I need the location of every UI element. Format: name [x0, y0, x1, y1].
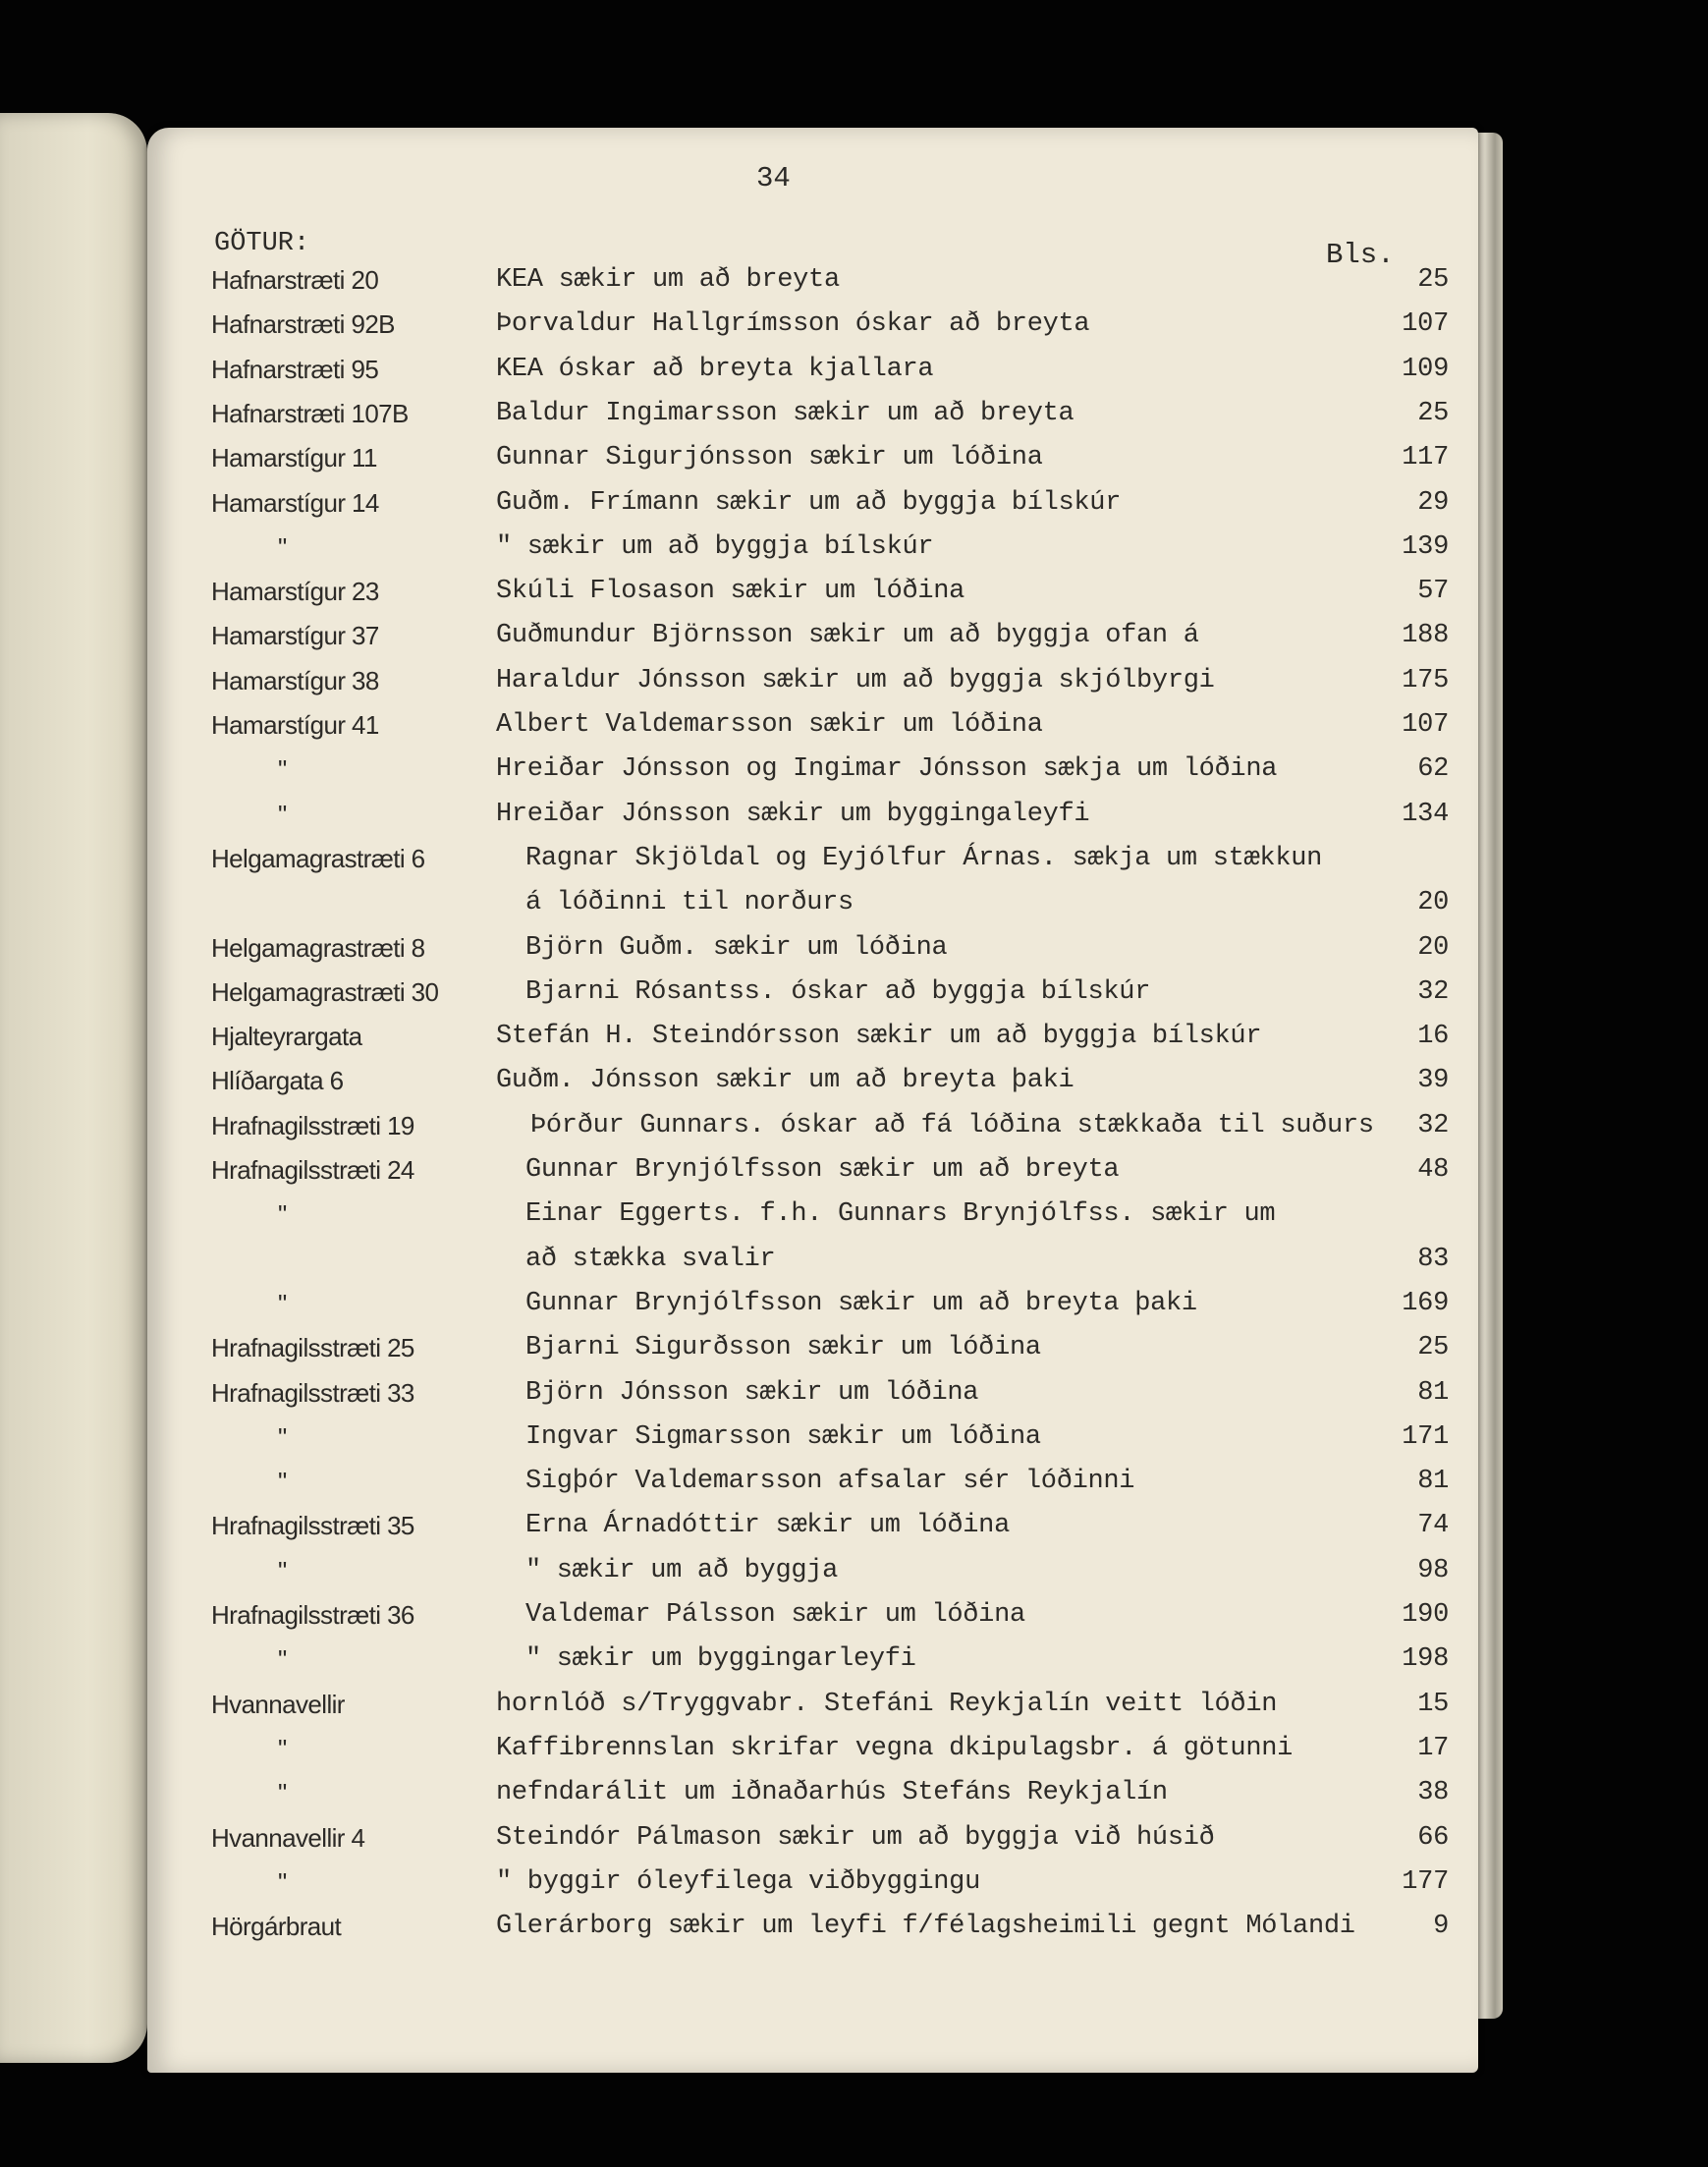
page-number: 34	[756, 162, 791, 194]
index-entry	[211, 488, 1449, 531]
street-name: Hamarstígur 11	[211, 443, 377, 473]
index-entry	[211, 754, 1449, 798]
street-name: Hrafnagilsstræti 25	[211, 1333, 414, 1363]
street-name: Hrafnagilsstræti 36	[211, 1600, 414, 1630]
street-name: Hvannavellir 4	[211, 1822, 365, 1853]
street-name: "	[278, 1421, 287, 1452]
page-reference: 171	[1402, 1421, 1449, 1452]
entry-description: Hreiðar Jónsson sækir um byggingaleyfi	[496, 799, 1090, 829]
index-entry	[211, 1289, 1449, 1332]
entry-description: " sækir um að byggja	[525, 1555, 839, 1585]
page-reference: 188	[1402, 621, 1449, 651]
page-reference: 15	[1417, 1689, 1449, 1719]
page-reference: 29	[1417, 487, 1449, 518]
index-entry	[211, 577, 1449, 620]
street-name: "	[278, 754, 287, 785]
street-name: "	[278, 1733, 287, 1763]
entry-description: Bjarni Rósantss. óskar að byggja bílskúr	[525, 976, 1151, 1007]
page-reference: 17	[1417, 1733, 1449, 1763]
page-reference: 32	[1417, 976, 1449, 1007]
street-name: Hafnarstræti 20	[211, 265, 379, 295]
street-name: Hafnarstræti 95	[211, 354, 379, 384]
entry-description: " sækir um byggingarleyfi	[525, 1644, 916, 1675]
index-entry	[211, 1690, 1449, 1733]
street-name: Hrafnagilsstræti 33	[211, 1377, 414, 1408]
index-entry	[211, 443, 1449, 486]
entry-description: Haraldur Jónsson sækir um að byggja skjólbyrgi	[496, 665, 1215, 695]
document-page	[147, 128, 1478, 2073]
entry-description: Guðm. Jónsson sækir um að breyta þaki	[496, 1066, 1074, 1096]
street-name: Hamarstígur 23	[211, 577, 379, 607]
street-name: "	[278, 1467, 287, 1497]
page-reference: 134	[1402, 799, 1449, 829]
index-entry	[211, 1245, 1449, 1288]
entry-description: nefndarálit um iðnaðarhús Stefáns Reykjalín	[496, 1778, 1168, 1808]
street-name: Helgamagrastræti 6	[211, 843, 425, 873]
entry-description: Gunnar Brynjólfsson sækir um að breyta	[525, 1155, 1120, 1185]
street-name: Hamarstígur 41	[211, 710, 379, 740]
entry-description: á lóðinni til norðurs	[525, 888, 854, 918]
street-name: "	[278, 1866, 287, 1897]
street-name: Hvannavellir	[211, 1689, 345, 1719]
index-entry	[211, 800, 1449, 843]
entry-description: Guðm. Frímann sækir um að byggja bílskúr	[496, 487, 1122, 518]
entry-description: Valdemar Pálsson sækir um lóðina	[525, 1600, 1025, 1630]
entry-description: Stefán H. Steindórsson sækir um að byggja bílskúr	[496, 1022, 1262, 1052]
street-name: "	[278, 799, 287, 829]
entry-description: að stækka svalir	[525, 1244, 776, 1274]
street-name: Hrafnagilsstræti 19	[211, 1110, 414, 1140]
entry-description: Björn Jónsson sækir um lóðina	[525, 1377, 979, 1408]
left-page-edge	[0, 113, 147, 2063]
page-reference: 107	[1402, 710, 1449, 740]
index-entry	[211, 1199, 1449, 1243]
page-reference: 190	[1402, 1600, 1449, 1630]
entry-description: " sækir um að byggja bílskúr	[496, 531, 934, 562]
index-entry	[211, 1867, 1449, 1911]
entry-description: Baldur Ingimarsson sækir um að breyta	[496, 398, 1074, 428]
index-entry	[211, 1823, 1449, 1866]
street-name: Hamarstígur 38	[211, 665, 379, 695]
entry-description: Ragnar Skjöldal og Eyjólfur Árnas. sækja um stækkun	[525, 843, 1323, 873]
index-entry	[211, 532, 1449, 576]
index-entry	[211, 1066, 1449, 1109]
street-name: Helgamagrastræti 30	[211, 976, 439, 1007]
index-entry	[211, 265, 1449, 308]
index-entry	[211, 888, 1449, 931]
entry-description: Kaffibrennslan skrifar vegna dkipulagsbr. á götunni	[496, 1733, 1294, 1763]
page-column-header: Bls.	[1326, 239, 1395, 271]
street-name: Hlíðargata 6	[211, 1066, 344, 1096]
street-name: Hjalteyrargata	[211, 1022, 362, 1052]
page-reference: 20	[1417, 888, 1449, 918]
page-reference: 16	[1417, 1022, 1449, 1052]
entry-description: Albert Valdemarsson sækir um lóðina	[496, 710, 1043, 740]
page-reference: 83	[1417, 1244, 1449, 1274]
entry-description: hornlóð s/Tryggvabr. Stefáni Reykjalín veitt lóðin	[496, 1689, 1278, 1719]
entry-description: KEA sækir um að breyta	[496, 265, 840, 295]
page-reference: 107	[1402, 309, 1449, 340]
index-entry	[211, 666, 1449, 709]
entry-description: Hreiðar Jónsson og Ingimar Jónsson sækja um lóðina	[496, 754, 1278, 785]
index-entry	[211, 399, 1449, 442]
street-name: Hafnarstræti 107B	[211, 398, 409, 428]
index-entry	[211, 1556, 1449, 1599]
entry-description: Ingvar Sigmarsson sækir um lóðina	[525, 1421, 1041, 1452]
entry-description: Sigþór Valdemarsson afsalar sér lóðinni	[525, 1467, 1135, 1497]
page-reference: 39	[1417, 1066, 1449, 1096]
page-reference: 62	[1417, 754, 1449, 785]
index-entry	[211, 1644, 1449, 1688]
street-name: Hafnarstræti 92B	[211, 309, 395, 340]
page-reference: 25	[1417, 1333, 1449, 1363]
page-reference: 9	[1433, 1912, 1449, 1942]
section-heading: GÖTUR:	[214, 229, 310, 258]
page-reference: 109	[1402, 354, 1449, 384]
page-reference: 25	[1417, 265, 1449, 295]
street-name: Helgamagrastræti 8	[211, 932, 425, 963]
street-name: Hrafnagilsstræti 24	[211, 1155, 414, 1185]
entry-description: Björn Guðm. sækir um lóðina	[525, 932, 948, 963]
page-reference: 81	[1417, 1467, 1449, 1497]
entry-description: Þórður Gunnars. óskar að fá lóðina stækkaða til suðurs	[530, 1110, 1374, 1140]
page-reference: 198	[1402, 1644, 1449, 1675]
page-reference: 57	[1417, 577, 1449, 607]
index-entry	[211, 1511, 1449, 1554]
index-entry	[211, 621, 1449, 664]
index-entry	[211, 1333, 1449, 1376]
street-name: Hrafnagilsstræti 35	[211, 1511, 414, 1541]
page-reference: 169	[1402, 1288, 1449, 1318]
page-reference: 32	[1417, 1110, 1449, 1140]
entry-description: Erna Árnadóttir sækir um lóðina	[525, 1511, 1010, 1541]
street-name: "	[278, 531, 287, 562]
page-reference: 20	[1417, 932, 1449, 963]
page-reference: 117	[1402, 443, 1449, 473]
index-entry	[211, 1734, 1449, 1777]
index-entry	[211, 1778, 1449, 1821]
page-reference: 177	[1402, 1866, 1449, 1897]
index-entry	[211, 1600, 1449, 1643]
street-name: Hörgárbraut	[211, 1912, 342, 1942]
page-reference: 48	[1417, 1155, 1449, 1185]
street-name: Hamarstígur 37	[211, 621, 379, 651]
index-entry	[211, 1155, 1449, 1198]
entry-description: Glerárborg sækir um leyfi f/félagsheimili gegnt Mólandi	[496, 1912, 1355, 1942]
entry-description: Skúli Flosason sækir um lóðina	[496, 577, 965, 607]
entry-description: " byggir óleyfilega viðbyggingu	[496, 1866, 980, 1897]
page-reference: 139	[1402, 531, 1449, 562]
index-entry	[211, 710, 1449, 753]
page-reference: 25	[1417, 398, 1449, 428]
street-name: "	[278, 1555, 287, 1585]
page-reference: 175	[1402, 665, 1449, 695]
page-reference: 74	[1417, 1511, 1449, 1541]
page-reference: 81	[1417, 1377, 1449, 1408]
entry-description: Einar Eggerts. f.h. Gunnars Brynjólfss. sækir um	[525, 1199, 1276, 1230]
entry-description: Bjarni Sigurðsson sækir um lóðina	[525, 1333, 1041, 1363]
index-entry	[211, 1467, 1449, 1510]
entry-description: Steindór Pálmason sækir um að byggja við húsið	[496, 1822, 1215, 1853]
index-entry	[211, 1378, 1449, 1421]
street-name: "	[278, 1288, 287, 1318]
entry-description: Gunnar Sigurjónsson sækir um lóðina	[496, 443, 1043, 473]
index-entry	[211, 1022, 1449, 1065]
street-name: Hamarstígur 14	[211, 487, 379, 518]
index-entry	[211, 1422, 1449, 1466]
entry-description: Gunnar Brynjólfsson sækir um að breyta þaki	[525, 1288, 1197, 1318]
street-name: "	[278, 1199, 287, 1230]
street-name: "	[278, 1644, 287, 1675]
street-name: "	[278, 1778, 287, 1808]
page-reference: 66	[1417, 1822, 1449, 1853]
entry-description: Þorvaldur Hallgrímsson óskar að breyta	[496, 309, 1090, 340]
index-entry	[211, 933, 1449, 976]
index-entry	[211, 355, 1449, 398]
entry-description: Guðmundur Björnsson sækir um að byggja ofan á	[496, 621, 1199, 651]
entry-description: KEA óskar að breyta kjallara	[496, 354, 934, 384]
index-entry	[211, 1111, 1449, 1154]
index-entry	[211, 977, 1449, 1021]
page-reference: 98	[1417, 1555, 1449, 1585]
index-entry	[211, 844, 1449, 887]
index-entry	[211, 1912, 1449, 1955]
index-entry	[211, 309, 1449, 353]
page-reference: 38	[1417, 1778, 1449, 1808]
